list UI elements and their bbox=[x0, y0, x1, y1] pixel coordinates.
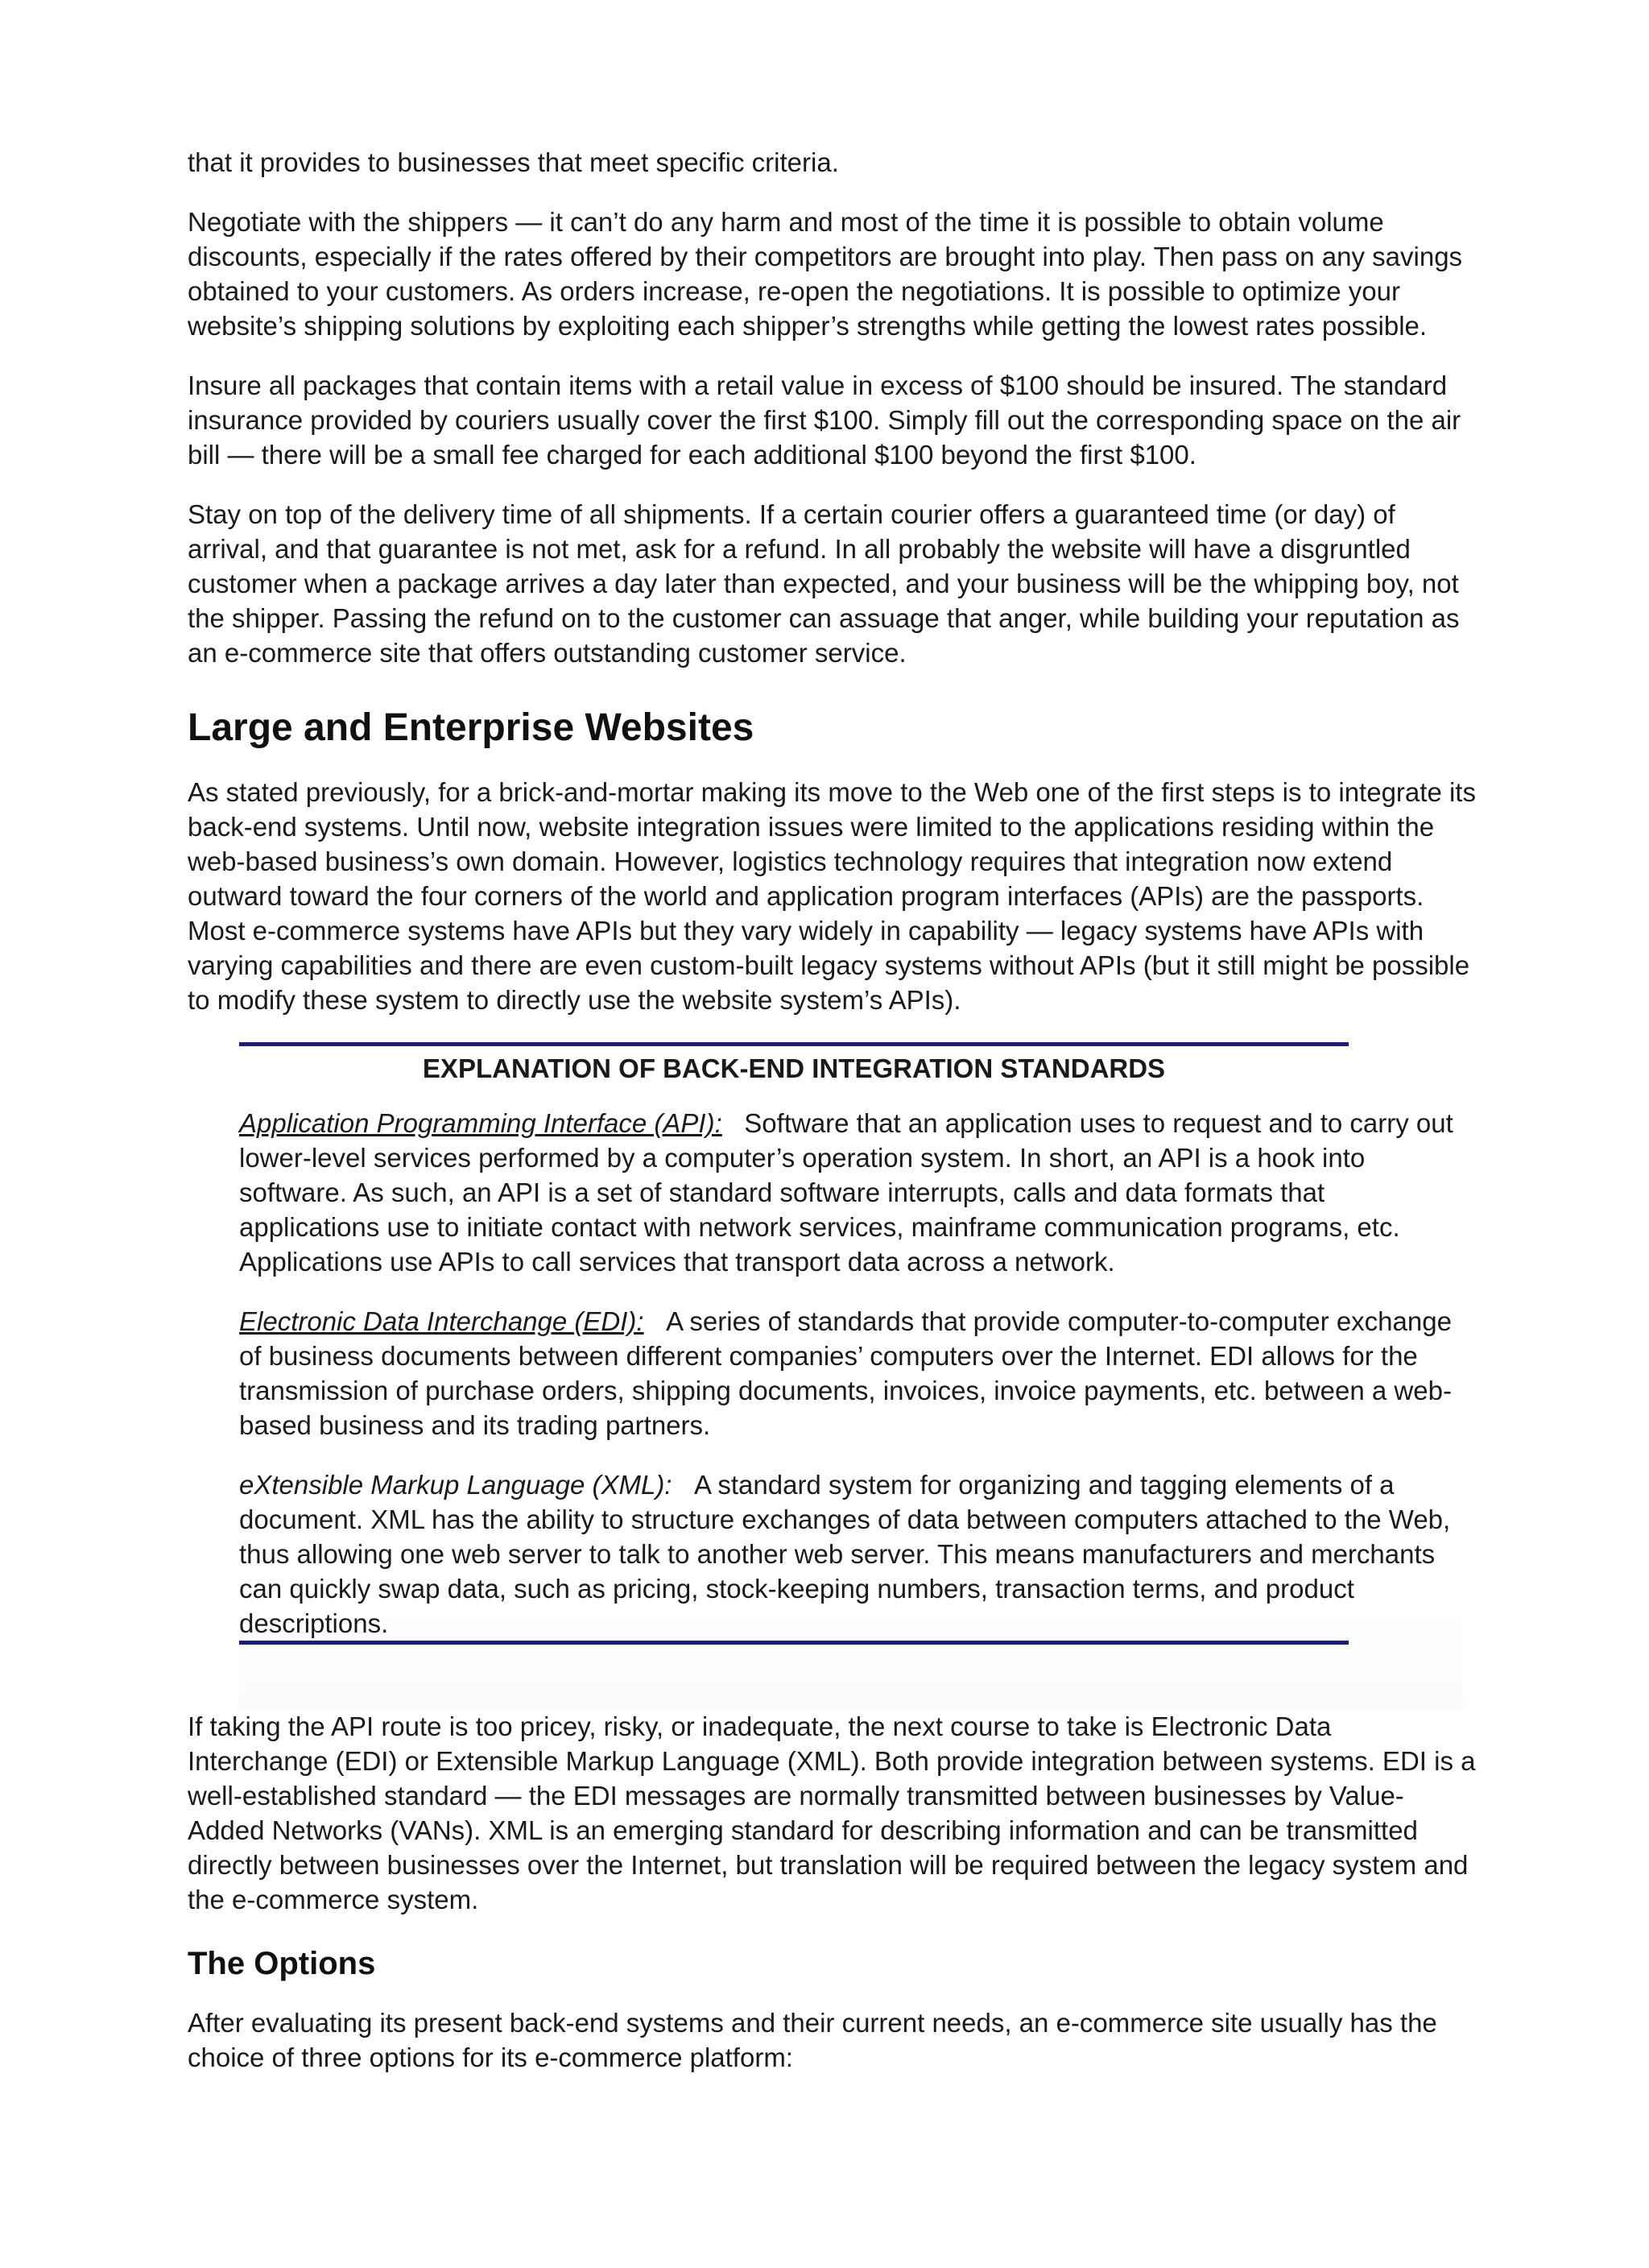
integration-standards-sidebar bbox=[239, 1042, 1463, 1709]
definition-term: eXtensible Markup Language (XML): bbox=[239, 1470, 672, 1500]
definition-term: Electronic Data Interchange (EDI): bbox=[239, 1306, 644, 1336]
body-paragraph: that it provides to businesses that meet specific criteria. bbox=[188, 147, 839, 177]
definition-text: A series of standards that provide computer-to-computer exchange of business documents between different companies’ computers over the Internet. EDI allows for the transmission of purchase orders, shipping documents, invoices, invoice payments, etc. between a web-based business and its trading partners. bbox=[239, 1306, 1452, 1440]
definition-xml bbox=[239, 1467, 1463, 1641]
document-page bbox=[188, 145, 1476, 2100]
subsection-heading: The Options bbox=[188, 1946, 376, 1981]
section-heading: Large and Enterprise Websites bbox=[188, 706, 754, 749]
definition-api bbox=[239, 1106, 1463, 1279]
sidebar-bottom-rule bbox=[239, 1641, 1349, 1645]
sidebar-top-rule bbox=[239, 1042, 1349, 1046]
definition-text: Software that an application uses to request and to carry out lower-level services performed by a computer’s operation system. In short, an API is a hook into software. As such, an API is a set of standard software interrupts, calls and data formats that applications use to initiate contact with network services, mainframe communication programs, etc. Applications use APIs to call services that transport data across a network. bbox=[239, 1108, 1453, 1277]
definition-term: Application Programming Interface (API): bbox=[239, 1108, 722, 1138]
definition-edi bbox=[239, 1304, 1463, 1442]
body-paragraph: Stay on top of the delivery time of all shipments. If a certain courier offers a guaranteed time (or day) of arrival, and that guarantee is not met, ask for a refund. In all probably the website will have a disgruntled customer when a package arrives a day later than expected, and your business will be the whipping boy, not the shipper. Passing the refund on to the customer can assuage that anger, while building your reputation as an e-commerce site that offers outstanding customer service. bbox=[188, 499, 1460, 668]
sidebar-title: EXPLANATION OF BACK-END INTEGRATION STANDARDS bbox=[422, 1053, 1166, 1083]
body-paragraph: As stated previously, for a brick-and-mortar making its move to the Web one of the first steps is to integrate its back-end systems. Until now, website integration issues were limited to the applications residing within the web-based business’s own domain. However, logistics technology requires that integration now extend outward toward the four corners of the world and application program interfaces (APIs) are the passports. Most e-commerce systems have APIs but they vary widely in capability — legacy systems have APIs with varying capabilities and there are even custom-built legacy systems without APIs (but it still might be possible to modify these system to directly use the website system’s APIs). bbox=[188, 777, 1476, 1015]
body-paragraph: Negotiate with the shippers — it can’t do any harm and most of the time it is possible to obtain volume discounts, especially if the rates offered by their competitors are brought into play. Then pass on any savings obtained to your customers. As orders increase, re-open the negotiations. It is possible to optimize your website’s shipping solutions by exploiting each shipper’s strengths while getting the lowest rates possible. bbox=[188, 207, 1463, 341]
body-paragraph: Insure all packages that contain items with a retail value in excess of $100 should be insured. The standard insurance provided by couriers usually cover the first $100. Simply fill out the corresponding space on the air bill — there will be a small fee charged for each additional $100 beyond the first $100. bbox=[188, 370, 1461, 470]
definition-text: A standard system for organizing and tagging elements of a document. XML has the ability to structure exchanges of data between computers attached to the Web, thus allowing one web server to talk to another web server. This means manufacturers and merchants can quickly swap data, such as pricing, stock-keeping numbers, transaction terms, and product descriptions. bbox=[239, 1470, 1451, 1638]
body-paragraph: If taking the API route is too pricey, risky, or inadequate, the next course to take is Electronic Data Interchange (EDI) or Extensible Markup Language (XML). Both provide integration between systems. EDI is a well-established standard — the EDI messages are normally transmitted between businesses by Value-Added Networks (VANs). XML is an emerging standard for describing information and can be transmitted directly between businesses over the Internet, but translation will be required between the legacy system and the e-commerce system. bbox=[188, 1711, 1476, 1914]
body-paragraph: After evaluating its present back-end systems and their current needs, an e-commerce site usually has the choice of three options for its e-commerce platform: bbox=[188, 2008, 1437, 2072]
